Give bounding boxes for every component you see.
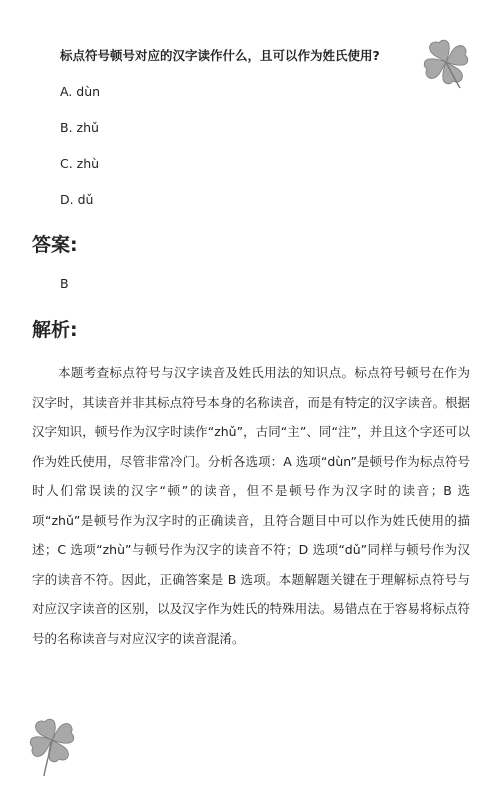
analysis-heading: 解析:	[32, 319, 78, 341]
option-a: A. dùn	[60, 84, 101, 99]
answer-heading: 答案:	[32, 234, 78, 256]
answer-value: B	[60, 276, 69, 291]
four-leaf-clover-icon	[420, 36, 472, 92]
option-c: C. zhù	[60, 156, 100, 171]
question-text: 标点符号顿号对应的汉字读作什么，且可以作为姓氏使用?	[60, 48, 380, 63]
option-b: B. zhǔ	[60, 120, 99, 135]
four-leaf-clover-icon	[28, 718, 78, 778]
analysis-body: 本题考查标点符号与汉字读音及姓氏用法的知识点。标点符号顿号在作为汉字时，其读音并非其标点符号本身的名称读音，而是有特定的汉字读音。根据汉字知识，顿号作为汉字时读作“zhǔ”，古同“主”、同“注”，并且这个字还可以作为姓氏使用，尽管非常冷门。分析各选项：A 选项“dùn”是顿号作为标点符号时人们常误读的汉字“顿”的读音，但不是顿号作为汉字时的读音；B 选项“zhǔ”是顿号作为汉字时的正确读音，且符合题目中可以作为姓氏使用的描述；C 选项“zhù”与顿号作为汉字的读音不符；D 选项“dǔ”同样与顿号作为汉字的读音不符。因此，正确答案是 B 选项。本题解题关键在于理解标点符号与对应汉字读音的区别，以及汉字作为姓氏的特殊用法。易错点在于容易将标点符号的名称读音与对应汉字的读音混淆。	[32, 365, 470, 646]
option-d: D. dǔ	[60, 192, 94, 207]
